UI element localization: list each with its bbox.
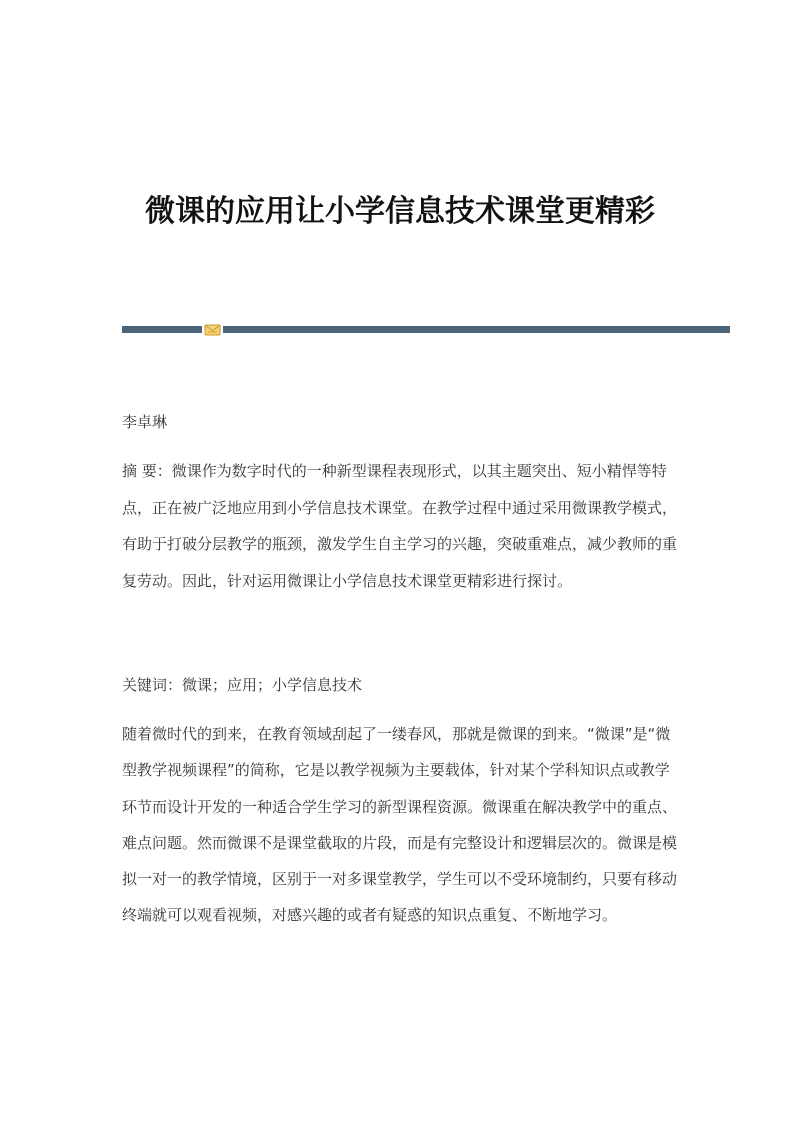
keywords-label: 关键词：	[122, 676, 183, 694]
body-paragraph: 随着微时代的到来，在教育领域刮起了一缕春风，那就是微课的到来。“微课”是“微型教学视频课程”的简称，它是以教学视频为主要载体，针对某个学科知识点或教学环节而设计开发的一种适合学生学习的新型课程资源。微课重在解决教学中的重点、难点问题。然而微课不是课堂截取的片段，而是有完整设计和逻辑层次的。微课是模拟一对一的教学情境，区别于一对多课堂教学，学生可以不受环境制约，只要有移动终端就可以观看视频，对感兴趣的或者有疑惑的知识点重复、不断地学习。	[122, 725, 678, 925]
abstract-label: 摘 要：	[122, 462, 172, 480]
keywords-line	[122, 671, 682, 700]
title-divider-left	[122, 326, 202, 333]
abstract-text: 微课作为数字时代的一种新型课程表现形式，以其主题突出、短小精悍等特点，正在被广泛地应用到小学信息技术课堂。在教学过程中通过采用微课教学模式，有助于打破分层教学的瓶颈，激发学生自主学习的兴趣，突破重难点，减少教师的重复劳动。因此，针对运用微课让小学信息技术课堂更精彩进行探讨。	[122, 462, 678, 590]
author-name: 李卓琳	[122, 413, 168, 431]
abstract-paragraph	[122, 453, 682, 599]
title-divider-right	[223, 326, 730, 333]
document-title: 微课的应用让小学信息技术课堂更精彩	[145, 194, 655, 229]
keywords-text: 微课；应用；小学信息技术	[182, 676, 363, 694]
pencil-envelope-icon	[204, 322, 221, 336]
